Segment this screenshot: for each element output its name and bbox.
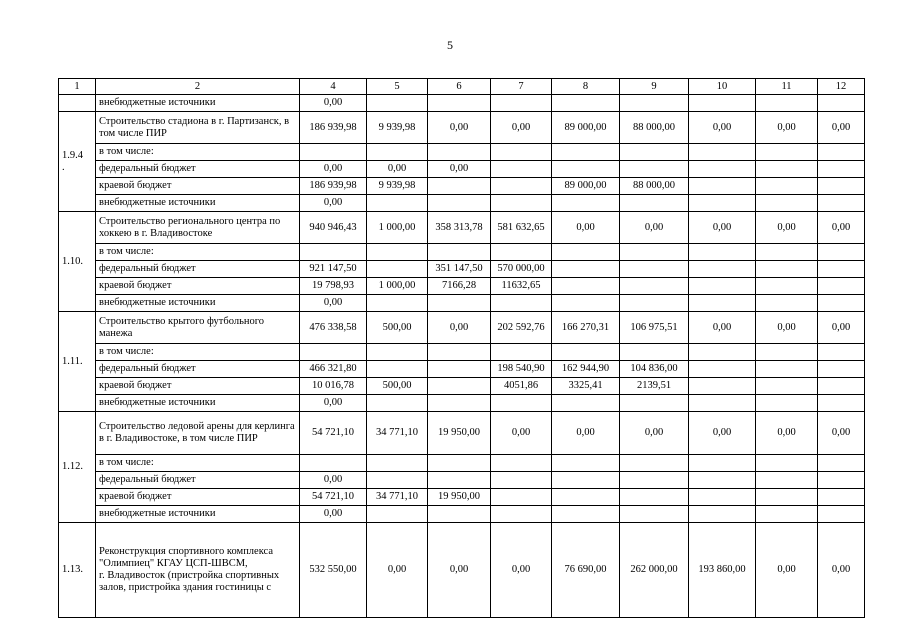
value-cell [491,95,552,112]
value-cell: 0,00 [491,112,552,144]
item-name: Строительство ледовой арены для керлинга в г. Владивостоке, в том числе ПИР [96,412,300,455]
value-cell [818,278,865,295]
value-cell [367,144,428,161]
value-cell [367,195,428,212]
value-cell [756,144,818,161]
value-cell: 19 950,00 [428,412,491,455]
value-cell [818,178,865,195]
value-cell: 162 944,90 [552,361,620,378]
value-cell: 4051,86 [491,378,552,395]
value-cell [689,261,756,278]
value-cell [620,472,689,489]
value-cell [756,295,818,312]
value-cell [756,455,818,472]
value-cell: 0,00 [689,312,756,344]
value-cell: 0,00 [552,412,620,455]
value-cell: 19 798,93 [300,278,367,295]
value-cell [756,344,818,361]
value-cell [689,178,756,195]
value-cell: 0,00 [428,312,491,344]
value-cell [818,161,865,178]
value-cell [756,161,818,178]
header-cell: 6 [428,79,491,95]
id-cell [59,95,96,112]
header-cell: 8 [552,79,620,95]
header-cell: 10 [689,79,756,95]
value-cell: 0,00 [300,95,367,112]
value-cell [689,195,756,212]
value-cell [818,472,865,489]
value-cell [367,506,428,523]
value-cell: 0,00 [428,161,491,178]
value-cell: 0,00 [367,523,428,618]
value-cell [689,278,756,295]
table-row [59,455,865,472]
row-label: внебюджетные источники [96,506,300,523]
header-cell: 1 [59,79,96,95]
value-cell: 193 860,00 [689,523,756,618]
value-cell [428,144,491,161]
value-cell: 0,00 [428,523,491,618]
value-cell: 0,00 [300,395,367,412]
value-cell: 9 939,98 [367,112,428,144]
value-cell: 1 000,00 [367,278,428,295]
item-number: 1.10. [59,212,96,312]
value-cell: 570 000,00 [491,261,552,278]
table-row [59,112,865,144]
value-cell: 0,00 [818,212,865,244]
value-cell: 0,00 [367,161,428,178]
value-cell: 1 000,00 [367,212,428,244]
value-cell [491,455,552,472]
value-cell: 0,00 [756,312,818,344]
value-cell [491,144,552,161]
value-cell: 0,00 [491,412,552,455]
value-cell [552,455,620,472]
value-cell [689,455,756,472]
item-number: 1.12. [59,412,96,523]
value-cell [428,344,491,361]
value-cell: 0,00 [552,212,620,244]
value-cell [689,361,756,378]
value-cell [689,95,756,112]
value-cell: 34 771,10 [367,489,428,506]
value-cell: 186 939,98 [300,178,367,195]
value-cell: 0,00 [620,212,689,244]
row-label: в том числе: [96,344,300,361]
value-cell: 34 771,10 [367,412,428,455]
row-label: краевой бюджет [96,178,300,195]
row-label: федеральный бюджет [96,261,300,278]
item-number: 1.13. [59,523,96,618]
value-cell: 106 975,51 [620,312,689,344]
table-row [59,412,865,455]
value-cell [491,506,552,523]
value-cell [428,178,491,195]
value-cell [689,244,756,261]
value-cell: 89 000,00 [552,178,620,195]
value-cell [620,295,689,312]
header-cell: 4 [300,79,367,95]
header-cell: 12 [818,79,865,95]
value-cell [552,278,620,295]
table-row [59,472,865,489]
row-label: в том числе: [96,455,300,472]
value-cell [756,361,818,378]
table-row [59,361,865,378]
value-cell [552,261,620,278]
table-row [59,161,865,178]
value-cell [756,95,818,112]
value-cell: 166 270,31 [552,312,620,344]
value-cell: 19 950,00 [428,489,491,506]
value-cell [300,455,367,472]
value-cell [552,95,620,112]
value-cell [620,506,689,523]
value-cell [689,378,756,395]
value-cell [367,95,428,112]
value-cell [818,144,865,161]
value-cell [620,95,689,112]
value-cell: 262 000,00 [620,523,689,618]
value-cell [756,261,818,278]
value-cell: 0,00 [300,195,367,212]
value-cell [367,261,428,278]
value-cell: 3325,41 [552,378,620,395]
value-cell [818,395,865,412]
value-cell [756,244,818,261]
item-name: Строительство крытого футбольного манежа [96,312,300,344]
value-cell: 89 000,00 [552,112,620,144]
value-cell: 7166,28 [428,278,491,295]
value-cell: 0,00 [756,523,818,618]
value-cell: 54 721,10 [300,412,367,455]
value-cell: 581 632,65 [491,212,552,244]
value-cell: 0,00 [756,112,818,144]
value-cell: 0,00 [818,112,865,144]
value-cell [620,344,689,361]
value-cell [818,195,865,212]
value-cell [620,195,689,212]
value-cell [552,344,620,361]
row-label: в том числе: [96,144,300,161]
item-number: 1.11. [59,312,96,412]
row-label: внебюджетные источники [96,395,300,412]
value-cell [689,506,756,523]
table-row [59,212,865,244]
value-cell [689,144,756,161]
value-cell [367,244,428,261]
value-cell [756,378,818,395]
value-cell [620,455,689,472]
value-cell [428,244,491,261]
value-cell [428,506,491,523]
header-cell: 7 [491,79,552,95]
table-row [59,506,865,523]
value-cell [491,178,552,195]
value-cell: 0,00 [689,112,756,144]
row-label: краевой бюджет [96,378,300,395]
value-cell [552,489,620,506]
value-cell [491,295,552,312]
value-cell: 88 000,00 [620,112,689,144]
row-label: федеральный бюджет [96,472,300,489]
row-label: внебюджетные источники [96,95,300,112]
value-cell: 476 338,58 [300,312,367,344]
value-cell: 358 313,78 [428,212,491,244]
value-cell: 940 946,43 [300,212,367,244]
value-cell [491,244,552,261]
value-cell [689,161,756,178]
value-cell [818,361,865,378]
value-cell [756,195,818,212]
table-row [59,278,865,295]
value-cell: 0,00 [491,523,552,618]
value-cell [620,244,689,261]
table-row [59,378,865,395]
value-cell [818,378,865,395]
value-cell [428,361,491,378]
table-row [59,295,865,312]
value-cell [491,472,552,489]
row-label: краевой бюджет [96,489,300,506]
value-cell [552,395,620,412]
value-cell: 351 147,50 [428,261,491,278]
value-cell: 0,00 [818,412,865,455]
value-cell [756,278,818,295]
value-cell [689,395,756,412]
value-cell [491,489,552,506]
value-cell [428,472,491,489]
value-cell: 0,00 [300,295,367,312]
value-cell: 2139,51 [620,378,689,395]
value-cell [620,489,689,506]
value-cell [818,95,865,112]
row-label: внебюджетные источники [96,195,300,212]
row-label: федеральный бюджет [96,161,300,178]
value-cell [689,489,756,506]
value-cell [367,455,428,472]
budget-table [58,78,865,618]
value-cell: 104 836,00 [620,361,689,378]
value-cell: 0,00 [689,212,756,244]
value-cell [818,455,865,472]
value-cell [300,344,367,361]
row-label: внебюджетные источники [96,295,300,312]
value-cell: 186 939,98 [300,112,367,144]
value-cell [367,361,428,378]
value-cell [620,278,689,295]
table-row [59,395,865,412]
table-row [59,195,865,212]
value-cell [620,395,689,412]
value-cell: 532 550,00 [300,523,367,618]
table-row [59,261,865,278]
value-cell: 0,00 [818,312,865,344]
value-cell [756,178,818,195]
value-cell [818,489,865,506]
value-cell [818,344,865,361]
row-label: краевой бюджет [96,278,300,295]
value-cell [300,144,367,161]
table-row [59,144,865,161]
value-cell: 0,00 [620,412,689,455]
value-cell [428,455,491,472]
value-cell: 9 939,98 [367,178,428,195]
value-cell [491,344,552,361]
value-cell [756,395,818,412]
value-cell [491,161,552,178]
value-cell [818,244,865,261]
value-cell [552,295,620,312]
value-cell: 0,00 [300,472,367,489]
table-row [59,178,865,195]
table-row [59,523,865,618]
value-cell [552,506,620,523]
value-cell: 0,00 [428,112,491,144]
value-cell [491,195,552,212]
value-cell: 466 321,80 [300,361,367,378]
value-cell [818,261,865,278]
item-name: Строительство регионального центра по хоккею в г. Владивостоке [96,212,300,244]
value-cell [620,261,689,278]
value-cell [552,195,620,212]
value-cell: 500,00 [367,378,428,395]
value-cell: 198 540,90 [491,361,552,378]
value-cell: 500,00 [367,312,428,344]
value-cell [689,295,756,312]
table-row [59,312,865,344]
value-cell [756,472,818,489]
header-cell: 2 [96,79,300,95]
value-cell: 921 147,50 [300,261,367,278]
value-cell [428,295,491,312]
value-cell [367,395,428,412]
row-label: федеральный бюджет [96,361,300,378]
item-number: 1.9.4 . [59,112,96,212]
item-name: Строительство стадиона в г. Партизанск, в том числе ПИР [96,112,300,144]
value-cell [756,489,818,506]
value-cell [428,195,491,212]
page-number: 5 [447,38,453,52]
value-cell [491,395,552,412]
value-cell: 0,00 [689,412,756,455]
value-cell [428,395,491,412]
value-cell [689,472,756,489]
value-cell: 11632,65 [491,278,552,295]
value-cell [428,378,491,395]
value-cell: 0,00 [756,212,818,244]
row-label: в том числе: [96,244,300,261]
value-cell [818,506,865,523]
value-cell: 0,00 [300,506,367,523]
header-cell: 11 [756,79,818,95]
value-cell [620,144,689,161]
value-cell: 10 016,78 [300,378,367,395]
value-cell [367,472,428,489]
value-cell [367,295,428,312]
value-cell [689,344,756,361]
value-cell: 54 721,10 [300,489,367,506]
value-cell [552,144,620,161]
value-cell [367,344,428,361]
value-cell: 88 000,00 [620,178,689,195]
table-row [59,344,865,361]
value-cell: 0,00 [818,523,865,618]
value-cell [756,506,818,523]
value-cell: 202 592,76 [491,312,552,344]
value-cell [552,244,620,261]
header-row [59,79,865,95]
value-cell [818,295,865,312]
value-cell [428,95,491,112]
item-name: Реконструкция спортивного комплекса "Олимпиец" КГАУ ЦСП-ШВСМ, г. Владивосток (пристройка спортивных залов, пристройка здания гостиницы с [96,523,300,618]
table-row [59,489,865,506]
value-cell [300,244,367,261]
value-cell: 0,00 [756,412,818,455]
value-cell [552,472,620,489]
value-cell: 76 690,00 [552,523,620,618]
header-cell: 5 [367,79,428,95]
value-cell [620,161,689,178]
table-row [59,244,865,261]
header-cell: 9 [620,79,689,95]
value-cell [552,161,620,178]
table-row [59,95,865,112]
value-cell: 0,00 [300,161,367,178]
